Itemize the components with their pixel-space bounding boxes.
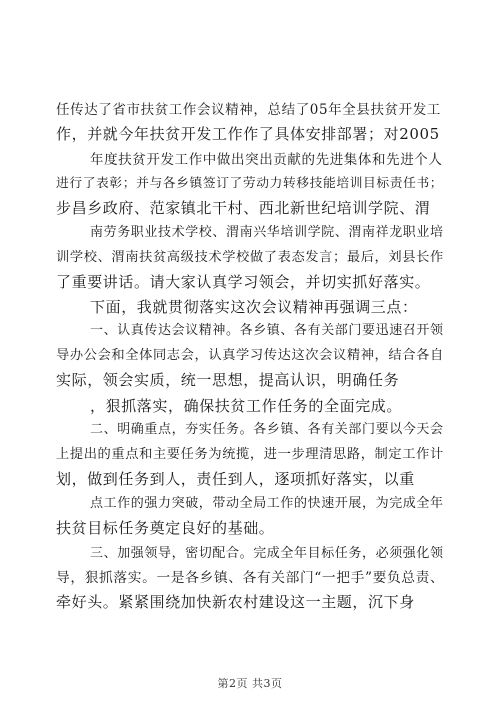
text-line: 任传达了省市扶贫工作会议精神，总结了05年全县扶贫开发工 bbox=[56, 102, 441, 118]
text-line: 三、加强领导，密切配合。完成全年目标任务，必须强化领 bbox=[90, 546, 444, 561]
text-line: 了重要讲话。请大家认真学习领会，并切实抓好落实。 bbox=[56, 273, 431, 291]
text-line: 步昌乡政府、范家镇北干村、西北新世纪培训学院、渭 bbox=[56, 199, 431, 217]
text-line: 上提出的重点和主要任务为统揽，进一步理清思路，制定工作计 bbox=[56, 447, 444, 462]
text-line: 进行了表彰；并与各乡镇签订了劳动力转移技能培训目标责任书； bbox=[56, 176, 444, 191]
text-line: 牵好头。紧紧围绕加快新农村建设这一主题，沉下身 bbox=[56, 593, 415, 611]
text-line: ，狠抓落实，确保扶贫工作任务的全面完成。 bbox=[90, 397, 403, 415]
text-line: 划，做到任务到人，责任到人，逐项抓好落实，以重 bbox=[56, 470, 415, 488]
page-number-footer: 第2页 共3页 bbox=[217, 677, 283, 690]
text-line: 作，并就今年扶贫开发工作作了具体安排部署；对2005 bbox=[56, 125, 440, 143]
text-line: 点工作的强力突破，带动全局工作的快速开展，为完成全年 bbox=[90, 496, 444, 511]
text-line: 下面，我就贯彻落实这次会议精神再强调三点： bbox=[90, 298, 418, 316]
text-line: 训学校、渭南扶贫高级技术学校做了表态发言；最后，刘县长作 bbox=[56, 250, 444, 265]
text-line: 二、明确重点，夯实任务。各乡镇、各有关部门要以今天会 bbox=[90, 422, 444, 437]
text-line: 实际，领会实质，统一思想，提高认识，明确任务 bbox=[56, 371, 400, 389]
text-line: 南劳务职业技术学校、渭南兴华培训学院、渭南祥龙职业培 bbox=[90, 225, 444, 240]
text-line: 导，狠抓落实。一是各乡镇、各有关部门“一把手”要负总责、 bbox=[56, 570, 445, 586]
text-line: 扶贫目标任务奠定良好的基础。 bbox=[56, 519, 275, 537]
text-line: 年度扶贫开发工作中做出突出贡献的先进集体和先进个人 bbox=[90, 152, 443, 168]
text-line: 一、认真传达会议精神。各乡镇、各有关部门要迅速召开领 bbox=[90, 323, 444, 338]
text-line: 导办公会和全体同志会，认真学习传达这次会议精神，结合各自 bbox=[56, 348, 444, 363]
